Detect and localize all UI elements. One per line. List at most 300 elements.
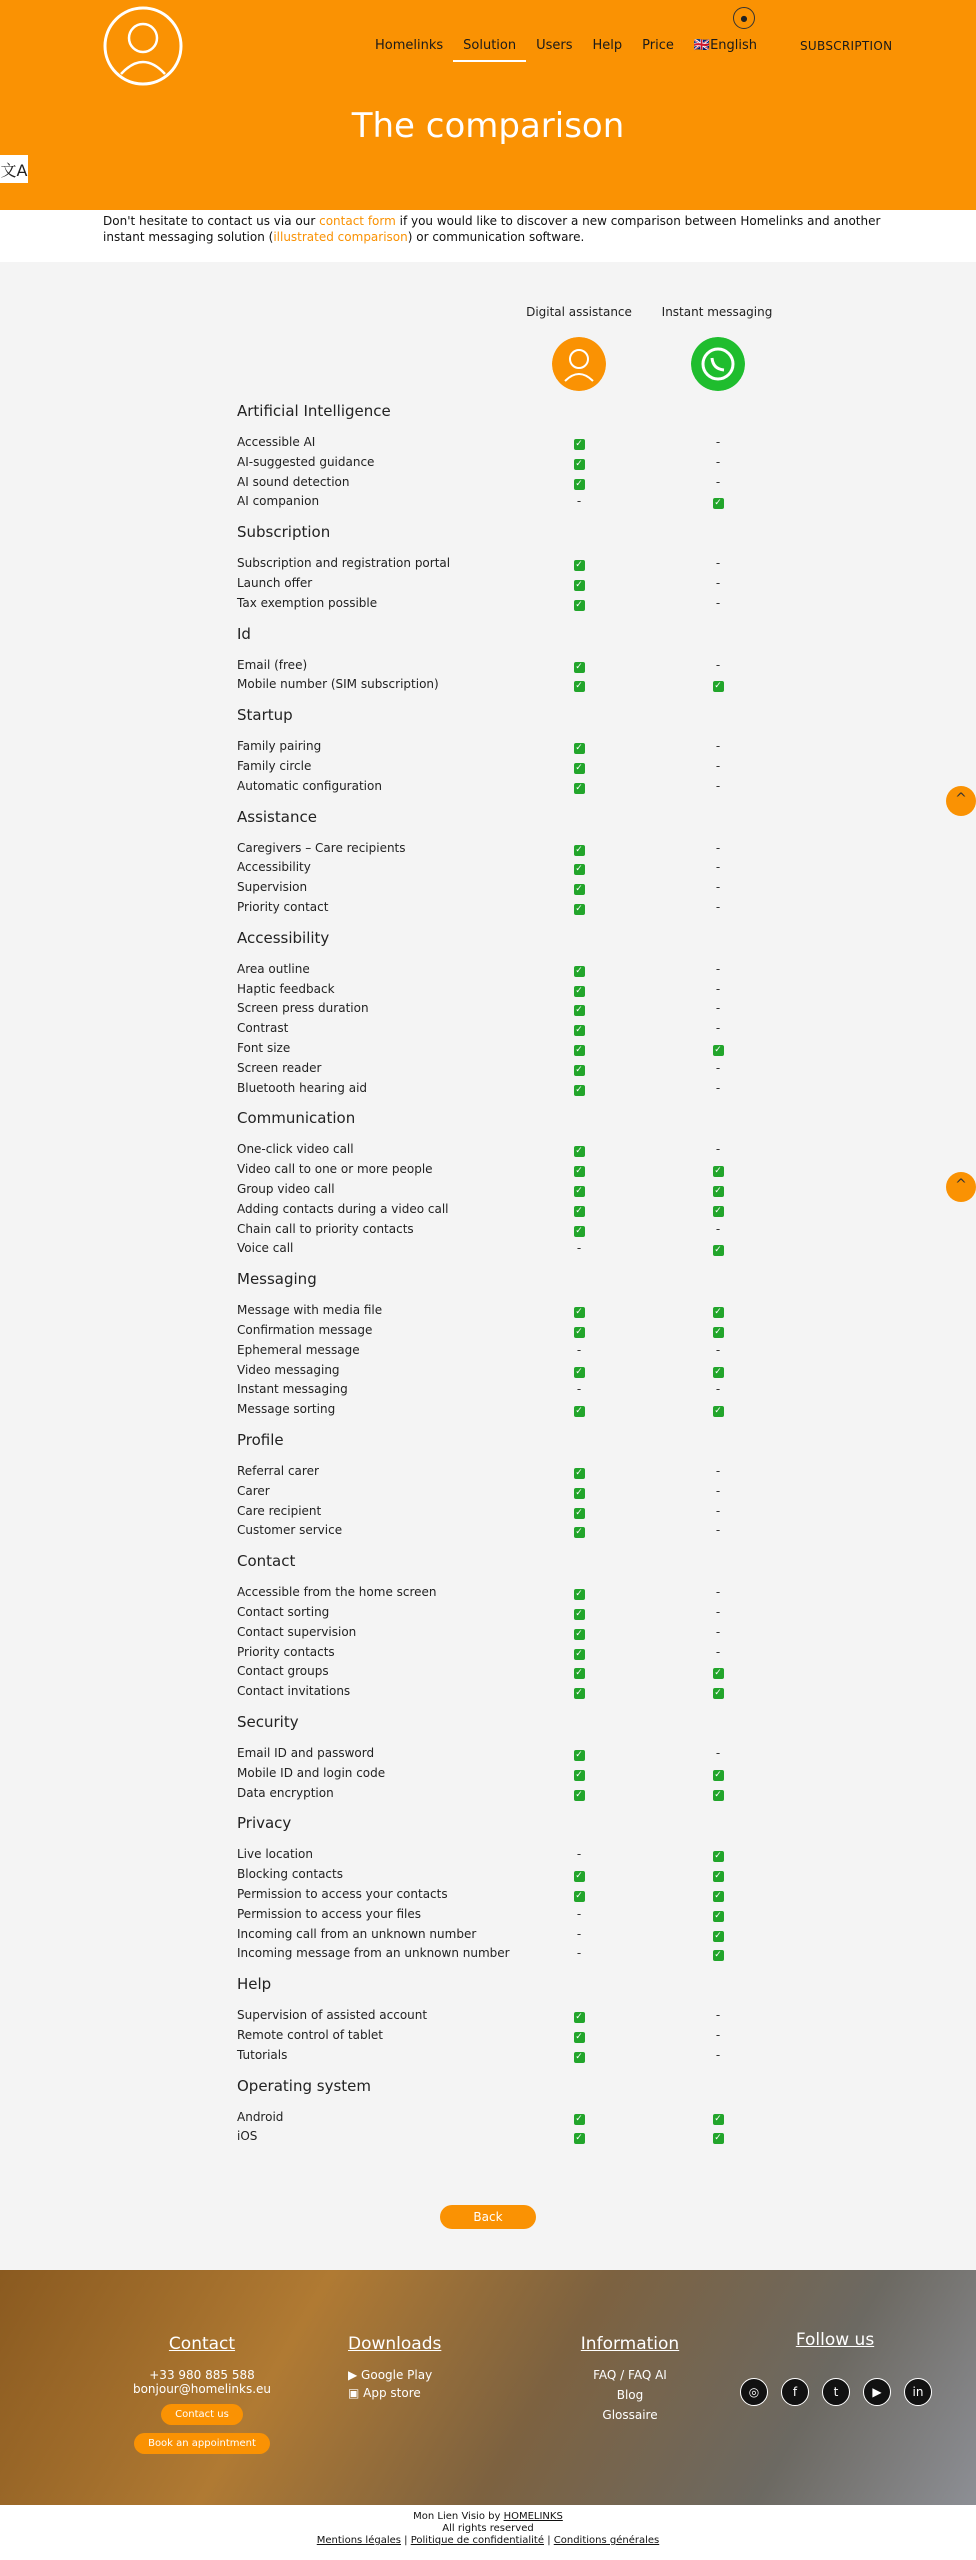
comparison-cell (569, 1162, 589, 1177)
check-icon: ✓ (714, 1186, 722, 1196)
instagram-icon[interactable]: ◎ (740, 2378, 768, 2406)
check-icon: ✓ (714, 1871, 722, 1882)
check-icon: ✓ (575, 1225, 583, 1236)
comparison-cell (708, 1202, 728, 1217)
linkedin-icon[interactable]: in (904, 2378, 932, 2406)
check-icon: ✓ (575, 1186, 583, 1196)
feature-label: Accessible AI (237, 435, 316, 449)
comparison-cell (708, 1585, 728, 1599)
feature-label: Tutorials (237, 2047, 288, 2062)
comparison-cell (569, 1001, 589, 1016)
feature-label: Priority contacts (237, 1644, 335, 1659)
intro-part: Don't hesitate to contact us via our (103, 214, 320, 228)
feature-label: Group video call (237, 1182, 335, 1196)
footer-downloads-title: Downloads (348, 2334, 442, 2354)
comparison-cell (708, 1363, 728, 1378)
dash-icon: - (715, 454, 721, 469)
comparison-cell (708, 1142, 728, 1156)
section-title: Profile (237, 1431, 284, 1449)
copyright-text: Mon Lien Visio by (413, 2511, 504, 2522)
feature-label: Video messaging (237, 1362, 340, 1377)
check-icon: ✓ (575, 439, 583, 449)
comparison-cell (569, 1363, 589, 1378)
feature-label: Screen reader (237, 1060, 322, 1075)
check-icon: ✓ (714, 1406, 722, 1417)
check-icon: ✓ (575, 2012, 583, 2023)
comparison-cell (708, 1303, 728, 1318)
feature-label: Referral carer (237, 1464, 319, 1478)
comparison-cell (708, 596, 728, 610)
comparison-cell (708, 658, 728, 672)
comparison-cell (569, 1343, 589, 1357)
section-title: Security (237, 1713, 299, 1731)
comparison-cell (708, 556, 728, 570)
section-title: Artificial Intelligence (237, 402, 391, 420)
check-icon: ✓ (714, 1245, 722, 1256)
feature-label: iOS (237, 2129, 258, 2144)
comparison-cell (708, 1061, 728, 1075)
facebook-icon[interactable]: f (781, 2378, 809, 2406)
section-title: Operating system (237, 2076, 371, 2095)
check-icon: ✓ (575, 884, 583, 895)
comparison-cell (569, 2129, 589, 2144)
feature-label: Email (free) (237, 657, 308, 672)
comparison-cell (708, 1484, 728, 1498)
glossaire-link[interactable]: Glossaire (602, 2408, 658, 2422)
check-icon: ✓ (575, 1507, 583, 1518)
feature-label: Message sorting (237, 1402, 336, 1417)
check-icon: ✓ (575, 458, 583, 469)
feature-label: Mobile ID and login code (237, 1765, 386, 1780)
play-icon: ▶ (348, 2368, 362, 2382)
dash-icon: - (576, 1342, 582, 1357)
comparison-cell (708, 1645, 728, 1659)
comparison-cell (569, 962, 589, 977)
dash-icon: - (576, 1241, 582, 1256)
check-icon: ✓ (575, 743, 583, 754)
dash-icon: - (576, 1382, 582, 1397)
legal-notice-link[interactable]: Mentions légales (316, 2535, 401, 2546)
footer-contact (122, 2334, 282, 2454)
comparison-cell (569, 475, 589, 490)
comparison-cell (569, 494, 589, 508)
feature-label: Contact groups (237, 1664, 329, 1679)
feature-label: Customer service (237, 1523, 343, 1538)
comparison-cell (569, 1402, 589, 1417)
comparison-cell (708, 982, 728, 996)
check-icon: ✓ (575, 1406, 583, 1417)
scroll-up-icon[interactable]: ^ (946, 786, 976, 816)
comparison-cell (569, 1907, 589, 1921)
comparison-cell (569, 982, 589, 997)
comparison-cell (569, 1464, 589, 1479)
check-icon: ✓ (575, 1871, 583, 1882)
comparison-cell (708, 475, 728, 489)
dash-icon: - (715, 1644, 721, 1659)
dash-icon: - (715, 1342, 721, 1357)
dash-icon: - (715, 1021, 721, 1036)
comparison-cell (569, 1202, 589, 1217)
check-icon: ✓ (575, 965, 583, 976)
homelinks-logo-icon[interactable] (103, 6, 183, 86)
check-icon: ✓ (714, 681, 722, 692)
feature-label: Live location (237, 1847, 313, 1862)
google-play-link[interactable] (348, 2368, 488, 2382)
comparison-cell (708, 1605, 728, 1619)
check-icon: ✓ (714, 1688, 722, 1699)
comparison-cell (569, 860, 589, 875)
twitter-icon[interactable]: t (822, 2378, 850, 2406)
download-label: App store (363, 2386, 421, 2400)
check-icon: ✓ (575, 1084, 583, 1095)
comparison-cell (569, 1323, 589, 1338)
dash-icon: - (715, 2008, 721, 2023)
dash-icon: - (715, 474, 721, 489)
feature-label: Carer (237, 1483, 270, 1498)
comparison-cell (569, 658, 589, 673)
check-icon: ✓ (575, 1005, 583, 1016)
comparison-cell (569, 1484, 589, 1499)
check-icon: ✓ (714, 498, 722, 509)
header (0, 0, 976, 210)
comparison-cell (569, 759, 589, 774)
check-icon: ✓ (575, 1064, 583, 1075)
dash-icon: - (715, 2047, 721, 2062)
comparison-cell (708, 880, 728, 894)
comparison-cell (569, 1664, 589, 1679)
check-icon: ✓ (714, 1045, 722, 1055)
feature-label: Confirmation message (237, 1323, 373, 1337)
feature-label: Android (237, 2109, 284, 2124)
check-icon: ✓ (575, 2051, 583, 2062)
dash-icon: - (715, 1483, 721, 1498)
comparison-cell (708, 900, 728, 914)
comparison-cell (708, 739, 728, 753)
feature-label: Care recipient (237, 1503, 322, 1518)
comparison-cell (569, 1041, 589, 1056)
check-icon: ✓ (575, 681, 583, 692)
comparison-cell (708, 779, 728, 793)
comparison-cell (569, 556, 589, 571)
comparison-cell (569, 1182, 589, 1197)
comparison-cell (708, 1323, 728, 1338)
comparison-cell (708, 2110, 728, 2125)
check-icon: ✓ (575, 1891, 583, 1901)
check-icon: ✓ (575, 844, 583, 855)
separator: | (400, 2535, 411, 2546)
check-icon: ✓ (714, 1789, 722, 1800)
comparison-cell (708, 1081, 728, 1095)
comparison-cell (569, 900, 589, 915)
comparison-cell (569, 2048, 589, 2063)
check-icon: ✓ (714, 2133, 722, 2144)
feature-label: Font size (237, 1041, 291, 1055)
section-title: Assistance (237, 807, 317, 826)
comparison-cell (708, 962, 728, 976)
comparison-cell (569, 1523, 589, 1538)
dash-icon: - (715, 1624, 721, 1639)
check-icon: ✓ (575, 1648, 583, 1659)
comparison-cell (708, 759, 728, 773)
footer-downloads (348, 2334, 488, 2400)
comparison-cell (569, 1766, 589, 1781)
dash-icon: - (715, 840, 721, 855)
youtube-icon[interactable]: ▶ (863, 2378, 891, 2406)
dash-icon: - (715, 1464, 721, 1478)
check-icon: ✓ (714, 1891, 722, 1901)
check-icon: ✓ (714, 1668, 722, 1679)
comparison-cell (569, 1847, 589, 1861)
back-button[interactable]: Back (440, 2205, 536, 2229)
dash-icon: - (715, 657, 721, 672)
feature-label: Family pairing (237, 739, 322, 754)
feature-label: Priority contact (237, 900, 329, 914)
comparison-cell (569, 2028, 589, 2043)
comparison-cell (569, 1241, 589, 1255)
dash-icon: - (715, 1382, 721, 1397)
comparison-cell (569, 1786, 589, 1801)
comparison-cell (708, 1402, 728, 1417)
comparison-cell (569, 2110, 589, 2125)
comparison-cell (708, 2129, 728, 2144)
comparison-cell (708, 2008, 728, 2022)
feature-label: Permission to access your files (237, 1906, 421, 1921)
check-icon: ✓ (575, 1366, 583, 1377)
feature-label: Caregivers – Care recipients (237, 840, 406, 855)
comparison-cell (569, 1605, 589, 1620)
comparison-cell (708, 1523, 728, 1537)
comparison-cell (569, 1142, 589, 1157)
feature-label: AI companion (237, 494, 320, 509)
check-icon: ✓ (575, 864, 583, 875)
comparison-cell (708, 1664, 728, 1679)
homelinks-link[interactable]: HOMELINKS (503, 2511, 563, 2522)
intro-text (103, 213, 883, 245)
whatsapp-icon (691, 337, 745, 391)
comparison-cell (569, 1021, 589, 1036)
section-title: Privacy (237, 1814, 292, 1833)
contact-us-button[interactable]: Contact us (161, 2404, 243, 2425)
privacy-policy-link[interactable]: Politique de confidentialité (410, 2535, 545, 2546)
faq-link[interactable]: FAQ / FAQ AI (593, 2368, 667, 2382)
comparison-cell (569, 1504, 589, 1519)
comparison-cell (569, 455, 589, 470)
app-store-icon: ▣ (348, 2386, 364, 2400)
footer-phone[interactable]: +33 980 885 588 (149, 2368, 255, 2382)
comparison-cell (569, 435, 589, 450)
feature-label: Screen press duration (237, 1001, 369, 1016)
check-icon: ✓ (575, 580, 583, 590)
comparison-cell (708, 1464, 728, 1478)
footer-email[interactable]: bonjour@homelinks.eu (132, 2382, 272, 2396)
download-label: Google Play (361, 2368, 433, 2382)
feature-label: Contrast (237, 1021, 289, 1036)
check-icon: ✓ (714, 1769, 722, 1780)
feature-label: Adding contacts during a video call (237, 1201, 449, 1216)
comparison-cell (569, 841, 589, 856)
comparison-cell (569, 1867, 589, 1882)
comparison-cell (708, 1847, 728, 1862)
comparison-cell (569, 1887, 589, 1902)
dash-icon: - (715, 1585, 721, 1600)
feature-label: Permission to access your contacts (237, 1887, 448, 1901)
comparison-cell (569, 677, 589, 692)
separator: | (544, 2535, 554, 2546)
feature-label: Message with media file (237, 1303, 383, 1318)
dash-icon: - (715, 739, 721, 754)
check-icon: ✓ (714, 1327, 722, 1337)
comparison-cell (708, 455, 728, 469)
dash-icon: - (715, 1605, 721, 1619)
comparison-cell (569, 1746, 589, 1761)
feature-label: Ephemeral message (237, 1342, 360, 1357)
dash-icon: - (715, 961, 721, 976)
comparison-cell (708, 1001, 728, 1015)
subscription-link[interactable]: SUBSCRIPTION (800, 39, 893, 53)
page-title: The comparison (351, 106, 625, 146)
comparison-cell (708, 1021, 728, 1035)
comparison-cell (569, 1625, 589, 1640)
nav-help[interactable]: Help (592, 38, 623, 53)
feature-label: Voice call (237, 1241, 294, 1256)
feature-label: Remote control of tablet (237, 2028, 384, 2042)
footer-follow (760, 2330, 910, 2364)
app-store-link[interactable] (348, 2386, 488, 2400)
check-icon: ✓ (575, 1307, 583, 1318)
section-title: Startup (237, 706, 293, 725)
illustrated-comparison-link[interactable]: illustrated comparison (273, 230, 408, 244)
check-icon: ✓ (714, 1166, 722, 1177)
dash-icon: - (715, 1060, 721, 1075)
contact-form-link[interactable]: contact form (319, 214, 396, 228)
comparison-cell (569, 1684, 589, 1699)
comparison-cell (708, 1907, 728, 1922)
section-title: Help (237, 1975, 272, 1994)
check-icon: ✓ (575, 1609, 583, 1619)
nav-solution[interactable]: Solution (453, 30, 526, 62)
check-icon: ✓ (714, 1950, 722, 1961)
comparison-cell (708, 1222, 728, 1236)
nav-homelinks[interactable]: Homelinks (375, 38, 444, 53)
feature-label: Email ID and password (237, 1746, 375, 1760)
dash-icon: - (715, 880, 721, 895)
check-icon: ✓ (575, 1487, 583, 1498)
check-icon: ✓ (575, 1769, 583, 1780)
feature-label: One-click video call (237, 1142, 354, 1157)
intro-part: ) or communication software. (407, 230, 585, 244)
comparison-cell (708, 677, 728, 692)
account-icon[interactable]: ● (733, 7, 755, 29)
feature-label: Contact supervision (237, 1624, 357, 1639)
comparison-cell (708, 860, 728, 874)
comparison-cell (569, 596, 589, 611)
comparison-cell (708, 1182, 728, 1197)
feature-label: Incoming call from an unknown number (237, 1926, 477, 1941)
feature-label: Chain call to priority contacts (237, 1221, 414, 1236)
column-head-instant-messaging: Instant messaging (661, 305, 773, 319)
comparison-cell (569, 779, 589, 794)
check-icon: ✓ (575, 1468, 583, 1478)
blog-link[interactable]: Blog (616, 2388, 644, 2402)
comparison-cell (708, 1162, 728, 1177)
comparison-cell (708, 1241, 728, 1256)
feature-label: Area outline (237, 961, 310, 976)
dash-icon: - (715, 1080, 721, 1095)
dash-icon: - (576, 1906, 582, 1921)
dash-icon: - (715, 1001, 721, 1016)
check-icon: ✓ (575, 599, 583, 610)
dash-icon: - (715, 778, 721, 793)
comparison-cell (708, 1684, 728, 1699)
nav-price[interactable]: Price (642, 38, 674, 53)
check-icon: ✓ (575, 985, 583, 996)
feature-label: Automatic configuration (237, 778, 382, 793)
check-icon: ✓ (575, 661, 583, 672)
dash-icon: - (715, 1523, 721, 1538)
dash-icon: - (576, 1946, 582, 1961)
section-title: Communication (237, 1109, 356, 1128)
feature-label: Supervision of assisted account (237, 2008, 428, 2023)
section-title: Id (237, 624, 251, 643)
dash-icon: - (715, 1503, 721, 1518)
check-icon: ✓ (714, 1366, 722, 1377)
section-title: Accessibility (237, 928, 330, 947)
comparison-cell (708, 1887, 728, 1902)
dash-icon: - (715, 2028, 721, 2042)
check-icon: ✓ (714, 1910, 722, 1921)
comparison-cell (708, 1382, 728, 1396)
feature-label: Contact sorting (237, 1605, 330, 1619)
check-icon: ✓ (575, 1589, 583, 1600)
comparison-cell (569, 576, 589, 591)
dash-icon: - (576, 494, 582, 509)
comparison-cell (569, 1946, 589, 1960)
check-icon: ✓ (575, 1146, 583, 1157)
feature-label: Accessible from the home screen (237, 1585, 437, 1600)
comparison-cell (569, 1081, 589, 1096)
scroll-up-icon[interactable]: ^ (946, 1172, 976, 1202)
nav-language[interactable] (684, 30, 767, 62)
rights-text: All rights reserved (442, 2523, 534, 2534)
book-appointment-button[interactable]: Book an appointment (134, 2433, 270, 2454)
terms-link[interactable]: Conditions générales (553, 2535, 660, 2546)
feature-label: AI-suggested guidance (237, 454, 375, 469)
dash-icon: - (576, 1847, 582, 1862)
section-title: Messaging (237, 1270, 317, 1289)
bottom-bar (0, 2505, 976, 2560)
comparison-cell (708, 1867, 728, 1882)
feature-label: Family circle (237, 759, 312, 773)
dash-icon: - (715, 1221, 721, 1236)
comparison-cell (708, 1041, 728, 1056)
comparison-cell (569, 1061, 589, 1076)
comparison-cell (708, 576, 728, 590)
check-icon: ✓ (575, 1166, 583, 1177)
uk-flag-icon: 🇬🇧 (693, 38, 711, 53)
comparison-cell (708, 1504, 728, 1518)
nav-users[interactable]: Users (536, 38, 573, 53)
dash-icon: - (715, 1142, 721, 1157)
dash-icon: - (576, 1926, 582, 1941)
comparison-cell (569, 880, 589, 895)
check-icon: ✓ (714, 1307, 722, 1318)
dash-icon: - (715, 595, 721, 610)
comparison-cell (708, 1625, 728, 1639)
column-head-digital-assistance: Digital assistance (526, 305, 632, 319)
comparison-cell (708, 494, 728, 509)
translate-icon[interactable]: 文A (0, 155, 28, 183)
dash-icon: - (715, 860, 721, 875)
